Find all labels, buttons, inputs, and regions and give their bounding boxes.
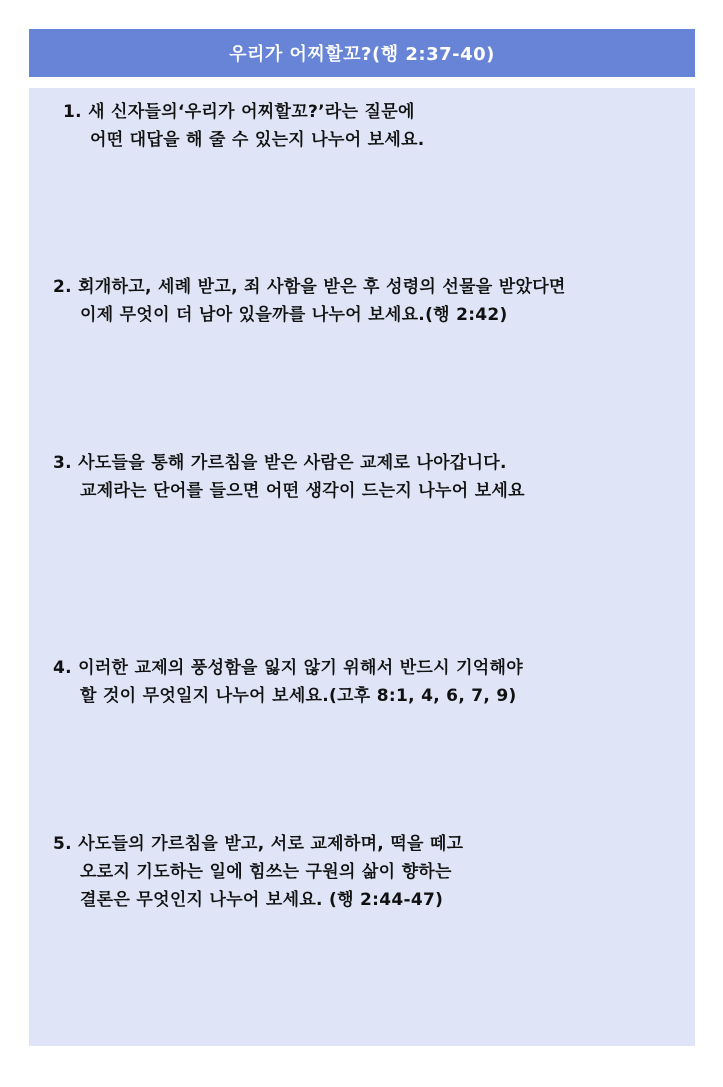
question-3-line-2: 교제라는 단어를 들으면 어떤 생각이 드는지 나누어 보세요	[80, 481, 525, 501]
question-1-line-2: 어떤 대답을 해 줄 수 있는지 나누어 보세요.	[90, 130, 425, 150]
question-4-line-2: 할 것이 무엇일지 나누어 보세요.(고후 8:1, 4, 6, 7, 9)	[80, 686, 517, 706]
question-4	[53, 654, 523, 710]
question-3	[53, 449, 525, 505]
question-5-line-3: 결론은 무엇인지 나누어 보세요. (행 2:44-47)	[80, 890, 444, 910]
question-5-line-1: 5. 사도들의 가르침을 받고, 서로 교제하며, 떡을 떼고	[53, 834, 464, 854]
question-3-line-1: 3. 사도들을 통해 가르침을 받은 사람은 교제로 나아갑니다.	[53, 453, 507, 473]
question-2-line-2: 이제 무엇이 더 남아 있을까를 나누어 보세요.(행 2:42)	[80, 305, 508, 325]
question-1	[63, 98, 425, 154]
question-2	[53, 273, 566, 329]
question-5	[53, 830, 463, 914]
page-title: 우리가 어찌할꼬?(행 2:37-40)	[229, 44, 495, 65]
question-panel	[29, 88, 695, 1046]
page-title-bar	[29, 29, 695, 77]
question-4-line-1: 4. 이러한 교제의 풍성함을 잃지 않기 위해서 반드시 기억해야	[53, 658, 523, 678]
question-1-line-1: 1. 새 신자들의‘우리가 어찌할꼬?’라는 질문에	[63, 102, 415, 122]
question-5-line-2: 오로지 기도하는 일에 힘쓰는 구원의 삶이 향하는	[80, 862, 452, 882]
question-2-line-1: 2. 회개하고, 세례 받고, 죄 사함을 받은 후 성령의 선물을 받았다면	[53, 277, 566, 297]
